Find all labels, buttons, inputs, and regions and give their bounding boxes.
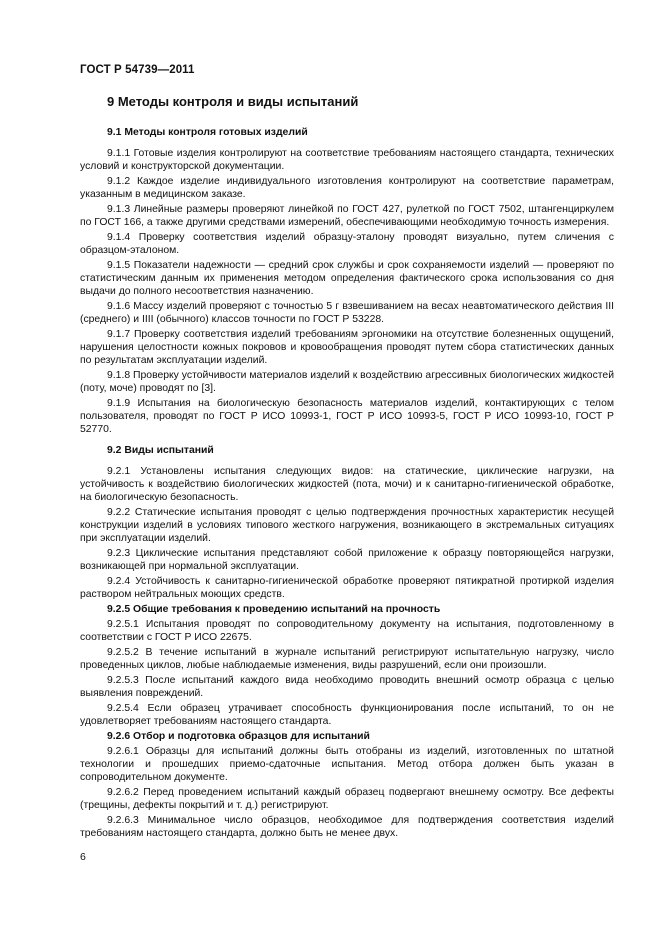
section-content: [80, 124, 614, 842]
section-title: 9 Методы контроля и виды испытаний: [107, 94, 359, 109]
document-id-header: ГОСТ Р 54739—2011: [80, 64, 195, 76]
subsection-heading: 9.2.6 Отбор и подготовка образцов для испытаний: [107, 731, 370, 742]
clause-paragraph: 9.1.6 Массу изделий проверяют с точностью 5 г взвешиванием на весах неавтоматического действия III (среднего) и IIII (обычного) классов точности по ГОСТ Р 53228.: [80, 301, 614, 325]
clause-paragraph: 9.2.6.1 Образцы для испытаний должны быть отобраны из изделий, изготовленных по штатной технологии и прошедших приемо-сдаточные испытания. Метод отбора должен быть указан в сопроводительном документе.: [80, 746, 614, 783]
clause-paragraph: 9.2.4 Устойчивость к санитарно-гигиенической обработке проверяют пятикратной протиркой изделия раствором нейтральных моющих средств.: [80, 576, 614, 600]
subsection-heading: 9.2.5 Общие требования к проведению испытаний на прочность: [107, 604, 441, 615]
clause-paragraph: 9.2.6.3 Минимальное число образцов, необходимое для подтверждения соответствия изделий требованиям настоящего стандарта, должно быть не менее двух.: [80, 815, 614, 839]
clause-paragraph: 9.2.5.4 Если образец утрачивает способность функционирования после испытаний, то он не удовлетворяет требованиям настоящего стандарта.: [80, 703, 614, 727]
clause-paragraph: 9.1.7 Проверку соответствия изделий требованиям эргономики на отсутствие болезненных ощущений, нарушения целостности кожных покровов и кровообращения проводят путем сбора статистических данных по результатам эксплуатации изделий.: [80, 329, 614, 366]
clause-paragraph: 9.1.8 Проверку устойчивости материалов изделий к воздействию агрессивных биологических жидкостей (поту, моче) проводят по [3].: [80, 370, 614, 394]
clause-paragraph: 9.2.2 Статические испытания проводят с целью подтверждения прочностных характеристик несущей конструкции изделий в условиях типового жесткого нагружения, возникающего в экстремальных ситуациях при эксплуатации изделий.: [80, 507, 614, 544]
subsection-heading: 9.1 Методы контроля готовых изделий: [107, 127, 308, 138]
clause-paragraph: 9.1.9 Испытания на биологическую безопасность материалов изделий, контактирующих с телом пользователя, проводят по ГОСТ Р ИСО 10993-1, ГОСТ Р ИСО 10993-5, ГОСТ Р ИСО 10993-10, ГОСТ Р 52770.: [80, 398, 614, 435]
clause-paragraph: 9.2.1 Установлены испытания следующих видов: на статические, циклические нагрузки, на устойчивость к воздействию биологических жидкостей (пота, мочи) и к санитарно-гигиенической обработке, на биологическую безопасность.: [80, 466, 614, 503]
clause-paragraph: 9.1.2 Каждое изделие индивидуального изготовления контролируют на соответствие параметрам, указанным в медицинском заказе.: [80, 176, 614, 200]
clause-paragraph: 9.2.6.2 Перед проведением испытаний каждый образец подвергают внешнему осмотру. Все дефекты (трещины, дефекты покрытий и т. д.) регистрируют.: [80, 787, 614, 811]
clause-paragraph: 9.1.1 Готовые изделия контролируют на соответствие требованиям настоящего стандарта, технических условий и конструкторской документации.: [80, 148, 614, 172]
clause-paragraph: 9.2.5.1 Испытания проводят по сопроводительному документу на испытания, подготовленному в соответствии с ГОСТ Р ИСО 22675.: [80, 619, 614, 643]
clause-paragraph: 9.1.5 Показатели надежности — средний срок службы и срок сохраняемости изделий — проверяют по статистическим данным их применения методом определения фактического срока использования со дня выдачи до полного несоответствия назначению.: [80, 260, 614, 297]
clause-paragraph: 9.1.3 Линейные размеры проверяют линейкой по ГОСТ 427, рулеткой по ГОСТ 7502, штангенциркулем по ГОСТ 166, а также другими средствами измерений, обеспечивающими необходимую точность измерения.: [80, 204, 614, 228]
clause-paragraph: 9.2.3 Циклические испытания представляют собой приложение к образцу повторяющейся нагрузки, возникающей при нормальной эксплуатации.: [80, 548, 614, 572]
clause-paragraph: 9.2.5.2 В течение испытаний в журнале испытаний регистрируют испытательную нагрузку, число проведенных циклов, любые наблюдаемые изменения, виды разрушений, если они произошли.: [80, 647, 614, 671]
clause-paragraph: 9.1.4 Проверку соответствия изделий образцу-эталону проводят визуально, путем сличения с образцом-эталоном.: [80, 232, 614, 256]
subsection-heading: 9.2 Виды испытаний: [107, 445, 214, 456]
clause-paragraph: 9.2.5.3 После испытаний каждого вида необходимо проводить внешний осмотр образца с целью выявления повреждений.: [80, 675, 614, 699]
page-number: 6: [80, 851, 86, 863]
